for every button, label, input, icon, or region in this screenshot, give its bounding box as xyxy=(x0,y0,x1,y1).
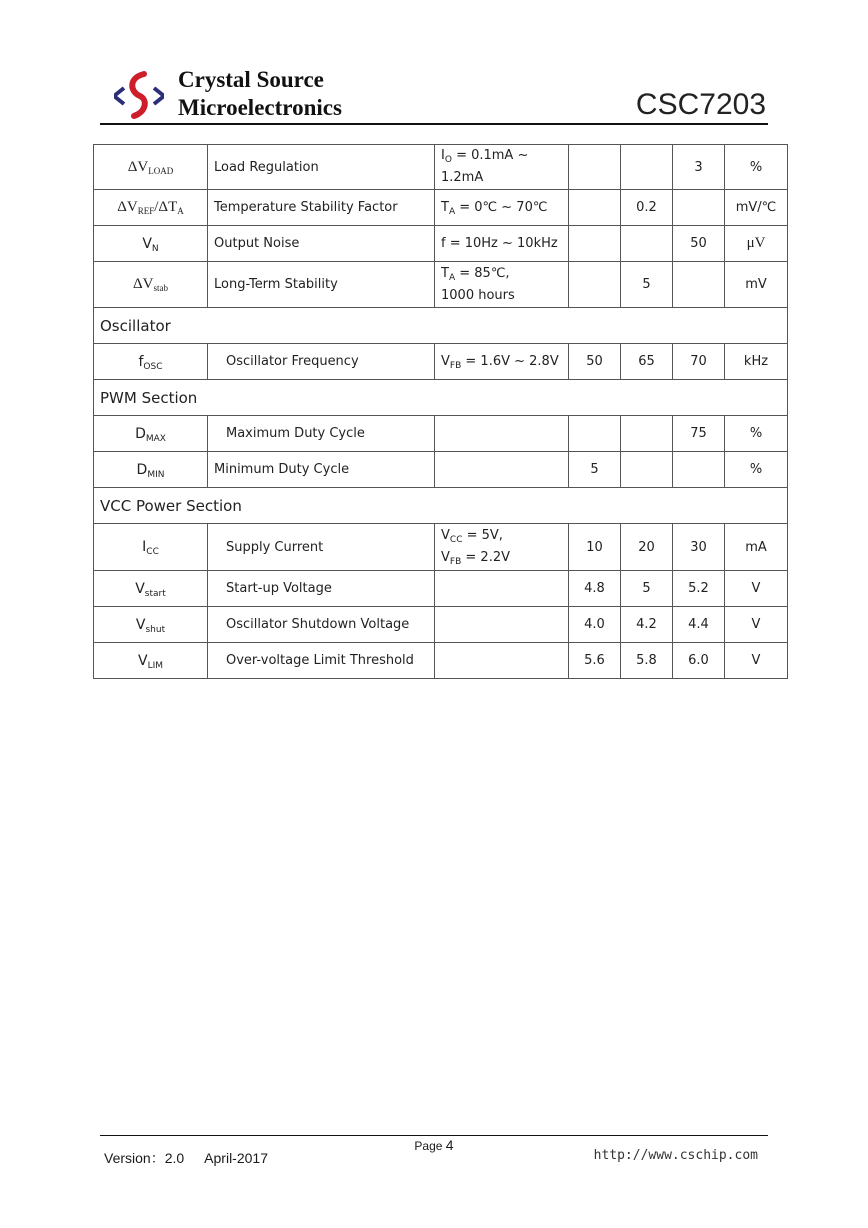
unit-cell: kHz xyxy=(725,344,788,380)
max-cell xyxy=(673,452,725,488)
min-cell xyxy=(569,226,621,262)
table-row xyxy=(94,190,788,226)
typ-cell: 4.2 xyxy=(621,607,673,643)
condition-cell xyxy=(435,571,569,607)
typ-cell: 5 xyxy=(621,571,673,607)
symbol-cell: $V_N$ xyxy=(94,226,208,262)
min-cell: 10 xyxy=(569,524,621,571)
condition-cell: f = 10Hz ~ 10kHz xyxy=(435,226,569,262)
table-row xyxy=(94,524,788,571)
symbol-cell: $V_{LIM}$ xyxy=(94,643,208,679)
version-label: Version：2.0 xyxy=(104,1150,185,1166)
table-row xyxy=(94,145,788,190)
condition-cell: $T_A$ = 0℃ ~ 70℃ xyxy=(435,190,569,226)
page-label: Page xyxy=(414,1139,443,1153)
condition-cell: $I_O = 0.1mA$ ~ 1.2mA xyxy=(435,145,569,190)
condition-cell xyxy=(435,643,569,679)
section-title: PWM Section xyxy=(94,380,788,416)
parameter-cell: Output Noise xyxy=(208,226,435,262)
symbol-cell: $V_{start}$ xyxy=(94,571,208,607)
symbol-cell: $\Delta V_{LOAD}$ xyxy=(94,145,208,190)
parameter-cell: Long-Term Stability xyxy=(208,262,435,308)
section-row-oscillator xyxy=(94,308,788,344)
min-cell xyxy=(569,190,621,226)
condition-cell xyxy=(435,452,569,488)
table-row xyxy=(94,607,788,643)
max-cell: 6.0 xyxy=(673,643,725,679)
parameter-cell: Supply Current xyxy=(208,524,435,571)
table-row xyxy=(94,571,788,607)
typ-cell: 5 xyxy=(621,262,673,308)
condition-cell: $T_A$ = 85℃, 1000 hours xyxy=(435,262,569,308)
typ-cell xyxy=(621,416,673,452)
unit-cell: mV/℃ xyxy=(725,190,788,226)
unit-cell: V xyxy=(725,607,788,643)
unit-cell: % xyxy=(725,145,788,190)
symbol-cell: $D_{MIN}$ xyxy=(94,452,208,488)
company-name-line1: Crystal Source xyxy=(178,67,324,92)
max-cell xyxy=(673,190,725,226)
unit-cell: V xyxy=(725,571,788,607)
min-cell: 5.6 xyxy=(569,643,621,679)
max-cell: 30 xyxy=(673,524,725,571)
condition-cell: $V_{CC} = 5V$, $V_{FB} = 2.2V$ xyxy=(435,524,569,571)
condition-cell: $V_{FB} = 1.6V$ ~ 2.8V xyxy=(435,344,569,380)
page-number-value: 4 xyxy=(445,1137,454,1153)
part-number: CSC7203 xyxy=(635,88,766,121)
min-cell xyxy=(569,262,621,308)
symbol-cell: $D_{MAX}$ xyxy=(94,416,208,452)
unit-cell: V xyxy=(725,643,788,679)
typ-cell: 0.2 xyxy=(621,190,673,226)
typ-cell xyxy=(621,452,673,488)
typ-cell: 5.8 xyxy=(621,643,673,679)
version-info xyxy=(104,1148,268,1168)
condition-cell xyxy=(435,416,569,452)
unit-cell: mA xyxy=(725,524,788,571)
parameter-cell: Over-voltage Limit Threshold xyxy=(208,643,435,679)
symbol-cell: $I_{CC}$ xyxy=(94,524,208,571)
max-cell: 5.2 xyxy=(673,571,725,607)
company-logo-icon xyxy=(114,70,164,120)
symbol-cell: $f_{OSC}$ xyxy=(94,344,208,380)
min-cell xyxy=(569,145,621,190)
symbol-cell: $V_{shut}$ xyxy=(94,607,208,643)
parameter-cell: Oscillator Frequency xyxy=(208,344,435,380)
header-divider xyxy=(100,123,768,125)
max-cell: 50 xyxy=(673,226,725,262)
unit-cell: μV xyxy=(725,226,788,262)
max-cell: 70 xyxy=(673,344,725,380)
table-row xyxy=(94,416,788,452)
min-cell: 5 xyxy=(569,452,621,488)
min-cell: 4.8 xyxy=(569,571,621,607)
parameter-cell: Start-up Voltage xyxy=(208,571,435,607)
release-date: April-2017 xyxy=(204,1150,268,1166)
parameter-cell: Temperature Stability Factor xyxy=(208,190,435,226)
electrical-characteristics-table xyxy=(93,144,788,679)
symbol-cell: $\Delta V_{stab}$ xyxy=(94,262,208,308)
company-name xyxy=(178,66,342,122)
typ-cell: 65 xyxy=(621,344,673,380)
unit-cell: % xyxy=(725,452,788,488)
symbol-cell: $\Delta V_{REF}/\Delta T_A$ xyxy=(94,190,208,226)
section-title: Oscillator xyxy=(94,308,788,344)
max-cell xyxy=(673,262,725,308)
table-row xyxy=(94,452,788,488)
max-cell: 3 xyxy=(673,145,725,190)
typ-cell: 20 xyxy=(621,524,673,571)
min-cell xyxy=(569,416,621,452)
parameter-cell: Oscillator Shutdown Voltage xyxy=(208,607,435,643)
typ-cell xyxy=(621,145,673,190)
table-row xyxy=(94,344,788,380)
table-row xyxy=(94,226,788,262)
min-cell: 4.0 xyxy=(569,607,621,643)
table-row xyxy=(94,643,788,679)
section-row-pwm xyxy=(94,380,788,416)
section-row-vcc xyxy=(94,488,788,524)
parameter-cell: Maximum Duty Cycle xyxy=(208,416,435,452)
section-title: VCC Power Section xyxy=(94,488,788,524)
parameter-cell: Minimum Duty Cycle xyxy=(208,452,435,488)
unit-cell: mV xyxy=(725,262,788,308)
max-cell: 4.4 xyxy=(673,607,725,643)
footer-divider xyxy=(100,1135,768,1136)
page-header xyxy=(100,60,768,126)
typ-cell xyxy=(621,226,673,262)
table-row xyxy=(94,262,788,308)
website-url: http://www.cschip.com xyxy=(593,1148,758,1163)
condition-cell xyxy=(435,607,569,643)
unit-cell: % xyxy=(725,416,788,452)
company-name-line2: Microelectronics xyxy=(178,95,342,120)
parameter-cell: Load Regulation xyxy=(208,145,435,190)
max-cell: 75 xyxy=(673,416,725,452)
min-cell: 50 xyxy=(569,344,621,380)
